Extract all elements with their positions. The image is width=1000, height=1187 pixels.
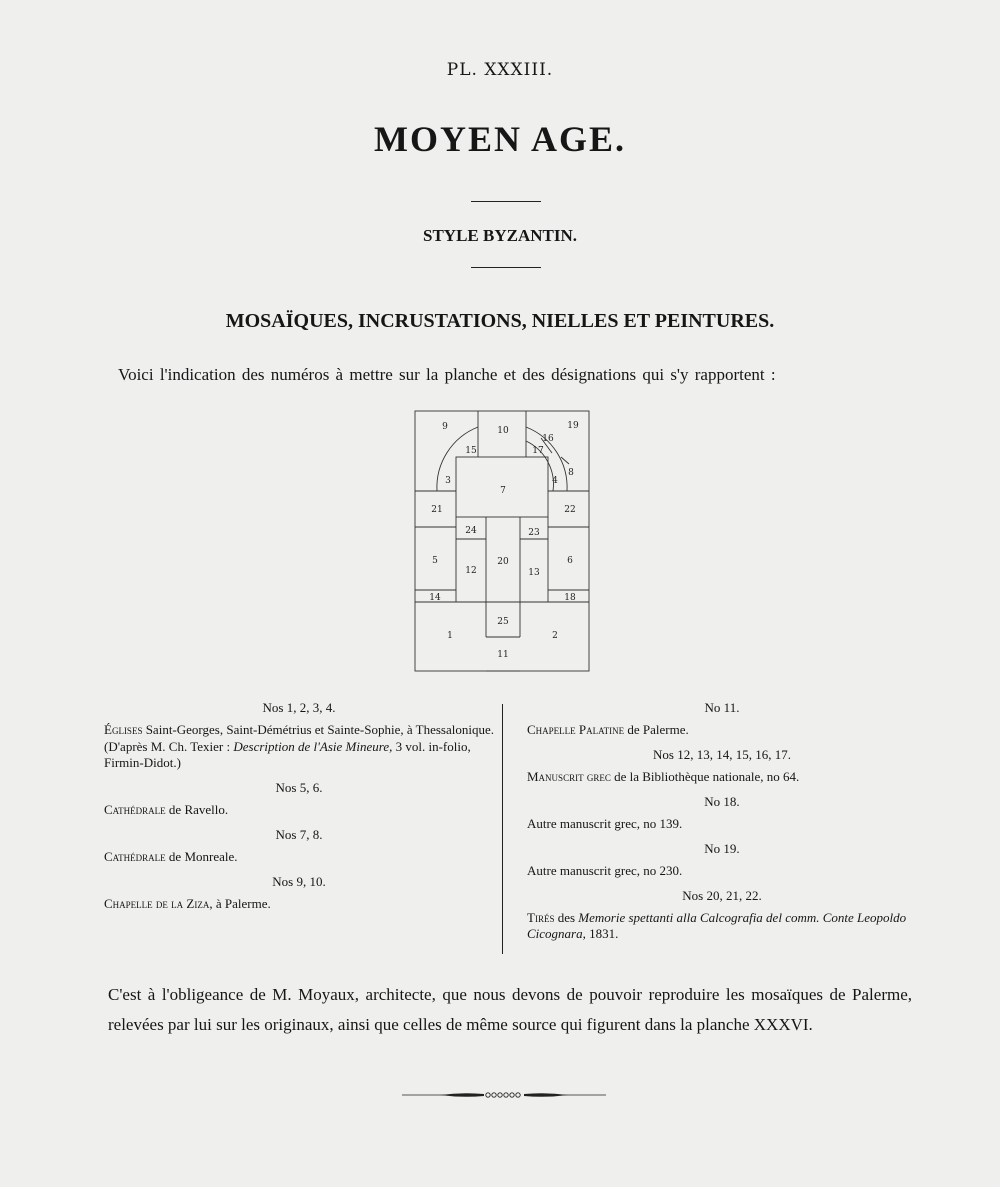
entry-numbers: No 18. (704, 794, 740, 809)
diagram-label: 9 (442, 422, 448, 432)
plate-layout-diagram (413, 409, 591, 673)
diagram-label: 2 (552, 631, 558, 641)
left-column (104, 700, 494, 921)
entry-numbers: Nos 20, 21, 22. (682, 888, 762, 903)
diagram-label: 11 (497, 650, 509, 660)
entry-numbers: Nos 7, 8. (275, 827, 323, 842)
diagram-label: 17 (532, 446, 544, 456)
page-title: MOYEN AGE. (373, 119, 626, 159)
diagram-label: 18 (564, 593, 576, 603)
diagram-label: 5 (432, 556, 438, 566)
entry-numbers: Nos 5, 6. (275, 780, 323, 795)
right-column (527, 700, 917, 951)
entry-numbers: Nos 12, 13, 14, 15, 16, 17. (653, 747, 791, 762)
entry-numbers: Nos 9, 10. (272, 874, 326, 889)
column-divider (502, 704, 503, 954)
diagram-label: 22 (564, 505, 576, 515)
entry-description: Manuscrit grec de la Bibliothèque nationale, no 64. (527, 769, 800, 784)
entry-numbers: Nos 1, 2, 3, 4. (262, 700, 336, 715)
ornament-flourish-icon (400, 1088, 608, 1102)
entry-description: Chapelle de la Ziza, à Palerme. (104, 896, 271, 911)
entry-description: Autre manuscrit grec, no 230. (527, 863, 683, 878)
diagram-label: 20 (497, 557, 509, 567)
entry-description: Tirés des Memorie spettanti alla Calcografia del comm. Conte Leopoldo Cicognara, 1831. (527, 910, 907, 941)
diagram-outer-frame (415, 411, 589, 671)
diagram-label: 10 (497, 426, 509, 436)
divider-rule (471, 201, 541, 202)
entry-description: Chapelle Palatine de Palerme. (527, 722, 689, 737)
style-heading: STYLE BYZANTIN. (423, 226, 577, 245)
diagram-label: 14 (429, 593, 441, 603)
diagram-label: 21 (431, 505, 443, 515)
diagram-label: 6 (567, 556, 573, 566)
closing-paragraph: C'est à l'obligeance de M. Moyaux, architecte, que nous devons de pouvoir reproduire les mosaïques de Palerme, relevées par lui sur les originaux, ainsi que celles de même source qui figurent dans la planche XXXVI. (108, 985, 912, 1034)
intro-text: Voici l'indication des numéros à mettre sur la planche et des désignations qui s'y rapportent : (118, 365, 776, 384)
diagram-label: 4 (552, 476, 558, 486)
entry-numbers: No 11. (704, 700, 740, 715)
diagram-label: 7 (500, 486, 506, 496)
diagram-label: 8 (568, 468, 574, 478)
diagram-label: 16 (542, 434, 554, 444)
entry-description: Cathédrale de Monreale. (104, 849, 238, 864)
entry-description: Autre manuscrit grec, no 139. (527, 816, 683, 831)
divider-rule (471, 267, 541, 268)
entry-description: Cathédrale de Ravello. (104, 802, 229, 817)
plate-number: PL. XXXIII. (446, 60, 554, 80)
diagram-label: 19 (567, 421, 579, 431)
diagram-label: 13 (528, 568, 540, 578)
diagram-label: 15 (465, 446, 477, 456)
diagram-label: 1 (447, 631, 453, 641)
entry-numbers: No 19. (704, 841, 740, 856)
diagram-label: 23 (528, 528, 540, 538)
diagram-label: 3 (445, 476, 451, 486)
diagram-label: 25 (497, 617, 509, 627)
entry-description: Églises Saint-Georges, Saint-Démétrius et Sainte-Sophie, à Thessalonique. (104, 722, 494, 737)
entry-note: (D'après M. Ch. Texier : Description de l'Asie Mineure, 3 vol. in-folio, Firmin-Didot.) (104, 739, 471, 770)
diagram-label: 12 (465, 566, 477, 576)
diagram-label: 24 (465, 526, 477, 536)
section-heading: MOSAÏQUES, INCRUSTATIONS, NIELLES ET PEINTURES. (225, 310, 775, 332)
